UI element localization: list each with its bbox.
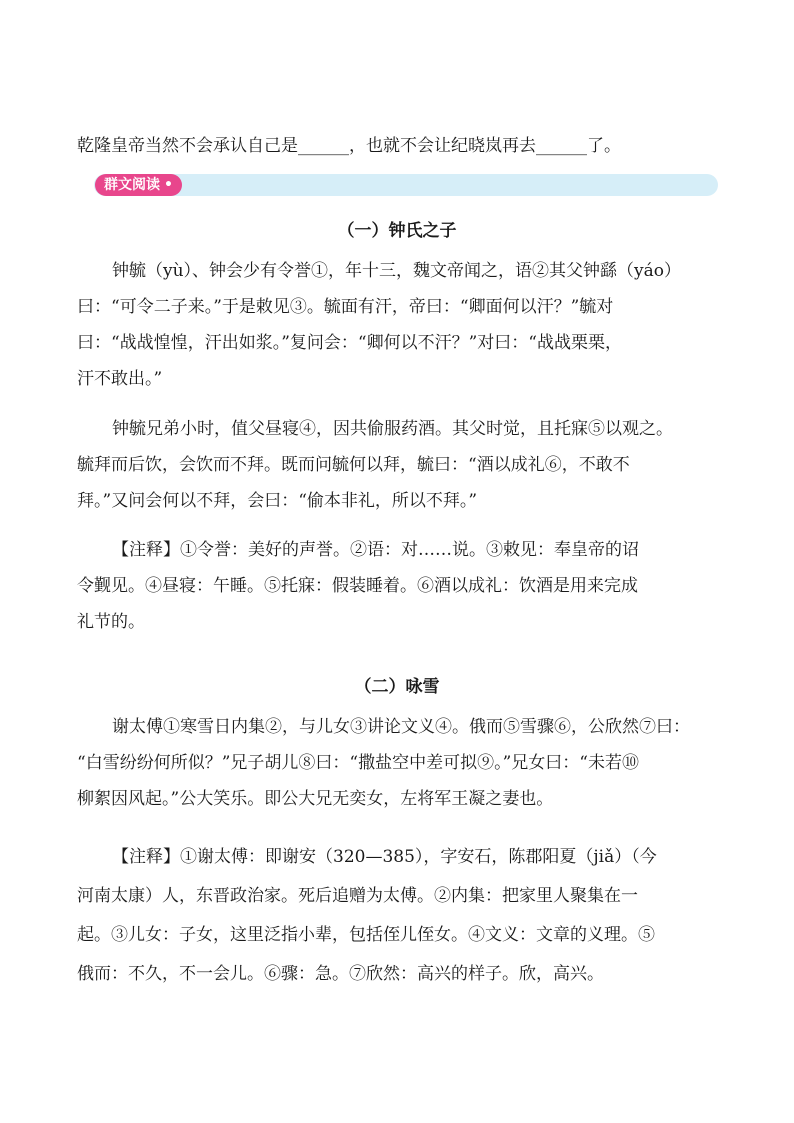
story2-title: （二）咏雪 bbox=[354, 677, 440, 697]
story1-line: 汗不敢出。” bbox=[77, 369, 163, 389]
story1-title: （一）钟氏之子 bbox=[337, 221, 457, 241]
story1-line: 曰：“战战惶惶，汗出如浆。”复问会：“卿何以不汗？”对曰：“战战栗栗， bbox=[77, 333, 622, 353]
story2-line: 谢太傅①寒雪日内集②，与儿女③讲论文义④。俄而⑤雪骤⑥，公欣然⑦曰： bbox=[112, 717, 690, 737]
story1-line: 钟毓（yù）、钟会少有令誉①，年十三，魏文帝闻之，语②其父钟繇（yáo） bbox=[112, 261, 682, 281]
story1-line: 拜。”又问会何以不拜，会曰：“偷本非礼，所以不拜。” bbox=[77, 491, 478, 511]
story2-line: 柳絮因风起。”公大笑乐。即公大兄无奕女，左将军王凝之妻也。 bbox=[77, 789, 554, 809]
story1-note: 礼节的。 bbox=[77, 612, 145, 632]
top-fill-in-sentence: 乾隆皇帝当然不会承认自己是______，也就不会让纪晓岚再去______了。 bbox=[77, 136, 621, 156]
story1-note: 【注释】①令誉：美好的声誉。②语：对……说。③敕见：奉皇帝的诏 bbox=[112, 540, 639, 560]
story2-note: 河南太康）人，东晋政治家。死后追赠为太傅。②内集：把家里人聚集在一 bbox=[77, 886, 638, 906]
story1-line: 曰：“可令二子来。”于是敕见③。毓面有汗，帝曰：“卿面何以汗？”毓对 bbox=[77, 297, 614, 317]
story2-note: 俄而：不久，不一会儿。⑥骤：急。⑦欣然：高兴的样子。欣，高兴。 bbox=[77, 964, 604, 984]
story2-note: 起。③儿女：子女，这里泛指小辈，包括侄儿侄女。④文义：文章的义理。⑤ bbox=[77, 925, 655, 945]
story1-line: 钟毓兄弟小时，值父昼寝④，因共偷服药酒。其父时觉，且托寐⑤以观之。 bbox=[112, 419, 673, 439]
story2-note: 【注释】①谢太傅：即谢安（320—385），字安石，陈郡阳夏（jiǎ）（今 bbox=[112, 847, 657, 867]
section-badge-label: 群文阅读 bbox=[104, 177, 160, 193]
story2-line: “白雪纷纷何所似？”兄子胡儿⑧曰：“撒盐空中差可拟⑨。”兄女曰：“未若⑩ bbox=[77, 753, 639, 773]
story1-note: 令觐见。④昼寝：午睡。⑤托寐：假装睡着。⑥酒以成礼：饮酒是用来完成 bbox=[77, 576, 638, 596]
story1-line: 毓拜而后饮，会饮而不拜。既而问毓何以拜，毓曰：“酒以成礼⑥，不敢不 bbox=[77, 455, 630, 475]
section-badge bbox=[95, 174, 182, 196]
section-header-bar bbox=[94, 174, 718, 196]
section-badge-dot: • bbox=[164, 177, 173, 193]
